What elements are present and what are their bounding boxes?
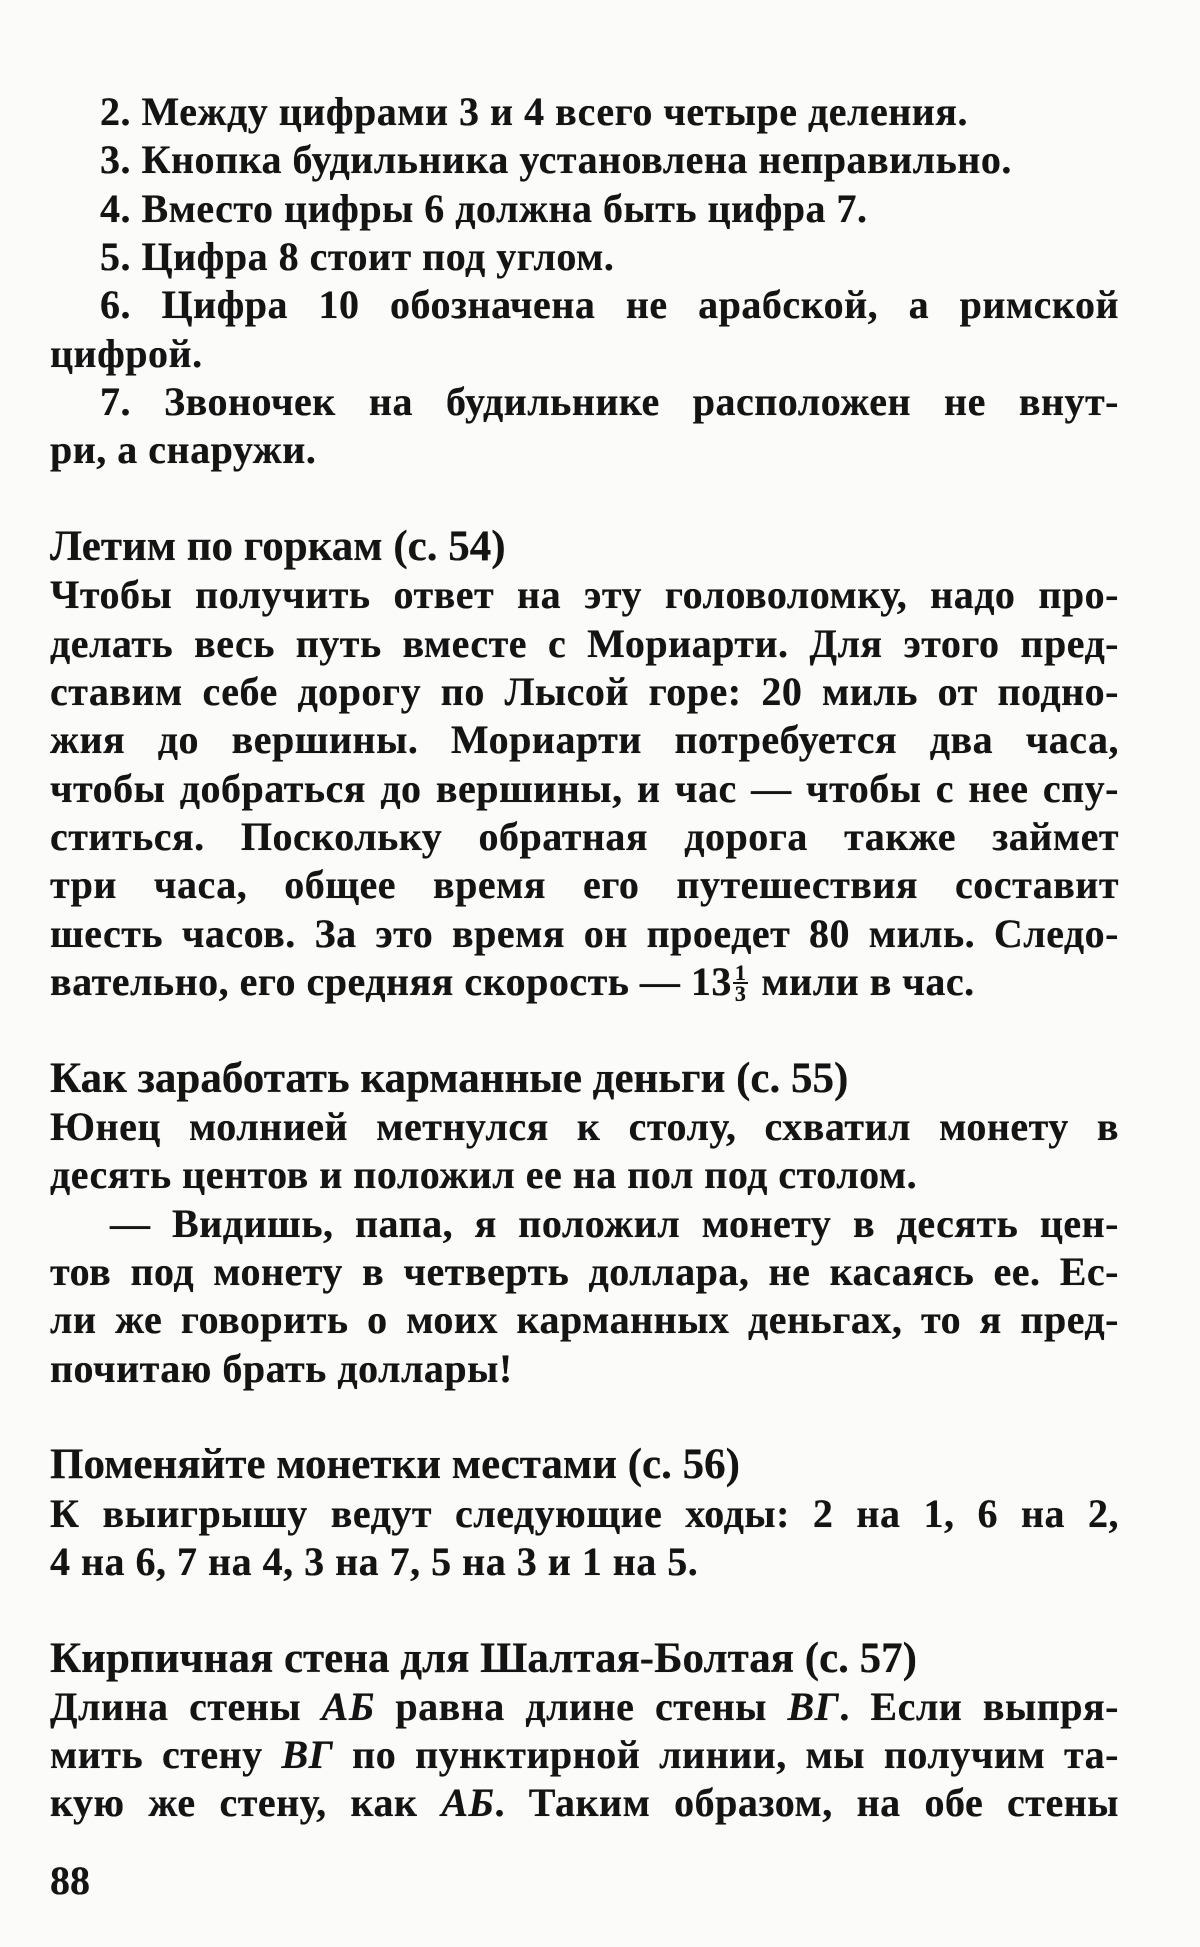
wall-label: АБ <box>441 1780 495 1826</box>
text-line: шесть часов. За это время он проедет 80 миль. Следо- <box>50 910 1119 956</box>
answer-item: 7. Звоночек на будильнике расположен не внут- <box>100 378 1119 424</box>
answer-item: 6. Цифра 10 обозначена не арабской, а римской <box>100 282 1119 328</box>
wall-label: АБ <box>321 1683 375 1729</box>
text-line: Юнец молнией метнулся к столу, схватил монету в <box>50 1103 1119 1149</box>
text-line: почитаю брать доллары! <box>50 1345 513 1391</box>
dialogue-line: — Видишь, папа, я положил монету в десять цен- <box>110 1200 1119 1246</box>
text-segment: вательно, его средняя скорость — 13 <box>50 958 732 1004</box>
text-line: десять центов и положил ее на пол под столом. <box>50 1152 918 1198</box>
section-heading: Поменяйте монетки местами (с. 56) <box>50 1441 740 1489</box>
text-line: Чтобы получить ответ на эту головоломку, надо про- <box>50 572 1119 618</box>
fraction-numerator: 1 <box>734 959 746 985</box>
answer-item: 5. Цифра 8 стоит под углом. <box>100 233 615 279</box>
text-line: К выигрышу ведут следующие ходы: 2 на 1, 6 на 2, <box>50 1490 1119 1536</box>
text-segment: мить стену <box>50 1732 282 1778</box>
text-line: ставим себе дорогу по Лысой горе: 20 миль от подно- <box>50 668 1119 714</box>
text-segment: равна длине стены <box>374 1683 788 1729</box>
section-alarm-clock-answers <box>50 88 1119 475</box>
text-line: три часа, общее время его путешествия составит <box>50 862 1119 908</box>
section-heading: Кирпичная стена для Шалтая-Болтая (с. 57) <box>50 1634 917 1682</box>
text-line <box>50 1779 1119 1827</box>
text-line-with-fraction <box>50 958 1119 1006</box>
text-line: ли же говорить о моих карманных деньгах, то я пред- <box>50 1297 1119 1343</box>
section-heading: Как заработать карманные деньги (с. 55) <box>50 1054 849 1102</box>
section-brick-wall <box>50 1635 1119 1828</box>
text-line: ститься. Поскольку обратная дорога также займет <box>50 813 1119 859</box>
text-segment: кую же стену, как <box>50 1780 442 1826</box>
answer-item: 4. Вместо цифры 6 должна быть цифра 7. <box>100 185 868 231</box>
page-number: 88 <box>50 1858 90 1903</box>
page-text <box>50 88 1119 1828</box>
text-line: 4 на 6, 7 на 4, 3 на 7, 5 на 3 и 1 на 5. <box>50 1538 699 1584</box>
text-segment: . Если выпря- <box>839 1683 1119 1729</box>
text-line <box>50 1731 1119 1779</box>
text-line: тов под монету в четверть доллара, не касаясь ее. Ес- <box>50 1248 1119 1294</box>
text-line <box>50 1683 1119 1731</box>
text-line: чтобы добраться до вершины, и час — чтобы с нее спу- <box>50 765 1119 811</box>
fraction-denominator: 3 <box>734 980 746 1006</box>
section-heading: Летим по горкам (с. 54) <box>50 522 506 570</box>
wall-label: ВГ <box>281 1732 334 1778</box>
answer-item: 2. Между цифрами 3 и 4 всего четыре деления. <box>100 89 968 134</box>
text-segment: мили в час. <box>750 958 975 1004</box>
text-segment: . Таким образом, на обе стены <box>494 1780 1119 1826</box>
section-swap-coins <box>50 1441 1119 1586</box>
wall-label: ВГ <box>787 1683 840 1729</box>
answer-item: 3. Кнопка будильника установлена неправильно. <box>100 137 1012 183</box>
section-letim-po-gorkam <box>50 523 1119 1006</box>
text-line: жия до вершины. Мориарти потребуется два часа, <box>50 717 1119 763</box>
text-segment: Длина стены <box>50 1683 322 1729</box>
mixed-fraction <box>733 959 748 1006</box>
text-line: делать весь путь вместе с Мориарти. Для этого пред- <box>50 620 1119 666</box>
text-line: ри, а снаружи. <box>50 427 317 473</box>
section-pocket-money <box>50 1055 1119 1393</box>
text-segment: по пунктирной линии, мы получим та- <box>333 1732 1119 1778</box>
text-line: цифрой. <box>50 330 203 376</box>
